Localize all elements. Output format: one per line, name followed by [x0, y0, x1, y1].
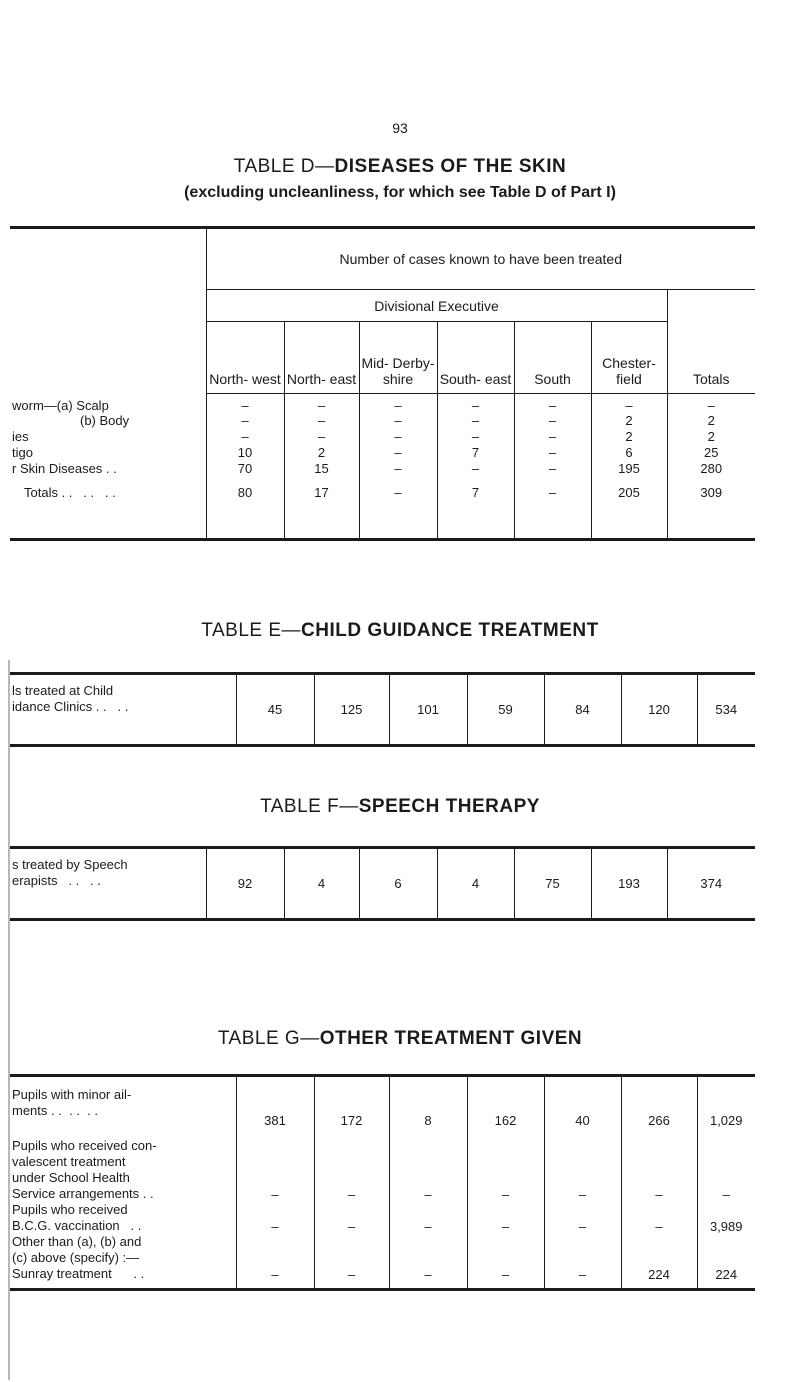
- page-edge-shadow: [8, 660, 10, 1380]
- cell: –: [467, 1138, 544, 1202]
- cell: 70: [206, 461, 284, 479]
- cell: 2: [284, 445, 359, 461]
- cell: 8: [389, 1076, 467, 1138]
- cell: 4: [437, 848, 514, 920]
- cell: 10: [206, 445, 284, 461]
- cell: –: [389, 1202, 467, 1234]
- cell: –: [467, 1202, 544, 1234]
- cell: 92: [206, 848, 284, 920]
- cell: –: [514, 413, 591, 429]
- cell: –: [514, 461, 591, 479]
- cell: 2: [591, 429, 667, 445]
- col-header-north-east: North- east: [284, 322, 359, 394]
- table-e-title: TABLE E—CHILD GUIDANCE TREATMENT: [201, 620, 599, 641]
- col-header-south: South: [514, 322, 591, 394]
- cell: –: [514, 394, 591, 414]
- cell: –: [544, 1234, 621, 1290]
- row-label: r Skin Diseases . .: [12, 461, 117, 476]
- row-label: Pupils with minor ail- ments . . . . . .: [12, 1087, 132, 1118]
- cell: 193: [591, 848, 667, 920]
- table-row: [10, 413, 755, 429]
- table-g-title: TABLE G—OTHER TREATMENT GIVEN: [217, 1028, 583, 1049]
- table-e: [10, 672, 755, 747]
- cell: 7: [437, 479, 514, 539]
- cell: 40: [544, 1076, 621, 1138]
- cell: 120: [621, 674, 697, 746]
- cell: 205: [591, 479, 667, 539]
- cell: –: [359, 394, 437, 414]
- cell: –: [359, 413, 437, 429]
- cell: –: [206, 429, 284, 445]
- cell: –: [514, 445, 591, 461]
- row-label: ies: [12, 429, 29, 444]
- table-d: [10, 226, 755, 541]
- cell: –: [437, 461, 514, 479]
- cell: 6: [591, 445, 667, 461]
- row-label: tigo: [12, 445, 33, 460]
- cell: –: [544, 1202, 621, 1234]
- cell: –: [437, 413, 514, 429]
- row-label: (b) Body: [80, 413, 130, 428]
- table-g: [10, 1074, 755, 1291]
- cell: 17: [284, 479, 359, 539]
- cell: 6: [359, 848, 437, 920]
- cell: 75: [514, 848, 591, 920]
- cell: –: [236, 1234, 314, 1290]
- cell: 172: [314, 1076, 389, 1138]
- cell: 224: [697, 1234, 755, 1290]
- table-d-stub-header: [10, 228, 206, 394]
- cell: –: [359, 445, 437, 461]
- cell: 7: [437, 445, 514, 461]
- table-row: [10, 394, 755, 414]
- cell: 280: [667, 461, 755, 479]
- col-header-north-west: North- west: [206, 322, 284, 394]
- col-header-chesterfield: Chester- field: [591, 322, 667, 394]
- cell: –: [621, 1202, 697, 1234]
- row-label: Pupils who received B.C.G. vaccination . .: [12, 1201, 142, 1233]
- table-row: [10, 1234, 755, 1290]
- cell: –: [206, 413, 284, 429]
- table-row: [10, 1076, 755, 1138]
- col-header-south-east: South- east: [437, 322, 514, 394]
- cell: –: [359, 461, 437, 479]
- row-label: ls treated at Child idance Clinics . . . .: [12, 683, 129, 714]
- cell: –: [284, 413, 359, 429]
- table-d-subtitle: (excluding uncleanliness, for which see Table D of Part I): [184, 184, 616, 201]
- table-row: [10, 461, 755, 479]
- row-label: Other than (a), (b) and (c) above (specify) :— Sunray treatment . .: [12, 1233, 145, 1281]
- row-label: s treated by Speech erapists . . . .: [12, 857, 128, 888]
- row-label: Pupils who received con- valescent treatment under School Health Service arrangements . .: [12, 1137, 157, 1201]
- cell: –: [284, 429, 359, 445]
- cell: –: [591, 394, 667, 414]
- cell: 381: [236, 1076, 314, 1138]
- table-row: [10, 1202, 755, 1234]
- cell: –: [697, 1138, 755, 1202]
- table-f-title: TABLE F—SPEECH THERAPY: [260, 796, 540, 817]
- table-d-main-header: Number of cases known to have been treated: [206, 228, 755, 290]
- cell: 125: [314, 674, 389, 746]
- cell: –: [621, 1138, 697, 1202]
- row-label: worm—(a) Scalp: [12, 397, 109, 413]
- cell: –: [314, 1138, 389, 1202]
- cell: 3,989: [697, 1202, 755, 1234]
- cell: 15: [284, 461, 359, 479]
- cell: –: [389, 1234, 467, 1290]
- cell: 80: [206, 479, 284, 539]
- cell: –: [389, 1138, 467, 1202]
- cell: –: [359, 429, 437, 445]
- cell: 534: [697, 674, 755, 746]
- table-f: [10, 846, 755, 921]
- cell: 2: [667, 413, 755, 429]
- cell: 4: [284, 848, 359, 920]
- cell: –: [514, 429, 591, 445]
- cell: 162: [467, 1076, 544, 1138]
- cell: 195: [591, 461, 667, 479]
- page-number: 93: [392, 120, 408, 136]
- cell: 2: [591, 413, 667, 429]
- table-d-group-header: Divisional Executive: [206, 290, 667, 322]
- cell: –: [544, 1138, 621, 1202]
- cell: –: [206, 394, 284, 414]
- table-row: [10, 848, 755, 920]
- cell: 101: [389, 674, 467, 746]
- table-d-title: TABLE D—DISEASES OF THE SKIN: [233, 156, 567, 177]
- cell: –: [314, 1234, 389, 1290]
- cell: –: [359, 479, 437, 539]
- cell: –: [236, 1138, 314, 1202]
- cell: 309: [667, 479, 755, 539]
- cell: 224: [621, 1234, 697, 1290]
- table-row: [10, 445, 755, 461]
- cell: 59: [467, 674, 544, 746]
- table-row: [10, 674, 755, 746]
- table-row: [10, 429, 755, 445]
- col-header-totals: Totals: [667, 290, 755, 394]
- totals-label: Totals . . . . . .: [24, 485, 116, 500]
- cell: –: [437, 429, 514, 445]
- cell: –: [514, 479, 591, 539]
- cell: –: [667, 394, 755, 414]
- cell: 25: [667, 445, 755, 461]
- cell: 84: [544, 674, 621, 746]
- cell: 2: [667, 429, 755, 445]
- totals-row: [10, 479, 755, 539]
- cell: –: [437, 394, 514, 414]
- cell: –: [314, 1202, 389, 1234]
- table-row: [10, 1138, 755, 1202]
- cell: 1,029: [697, 1076, 755, 1138]
- cell: –: [467, 1234, 544, 1290]
- cell: –: [236, 1202, 314, 1234]
- cell: 45: [236, 674, 314, 746]
- cell: 374: [667, 848, 755, 920]
- cell: –: [284, 394, 359, 414]
- cell: 266: [621, 1076, 697, 1138]
- col-header-mid-derbyshire: Mid- Derby- shire: [359, 322, 437, 394]
